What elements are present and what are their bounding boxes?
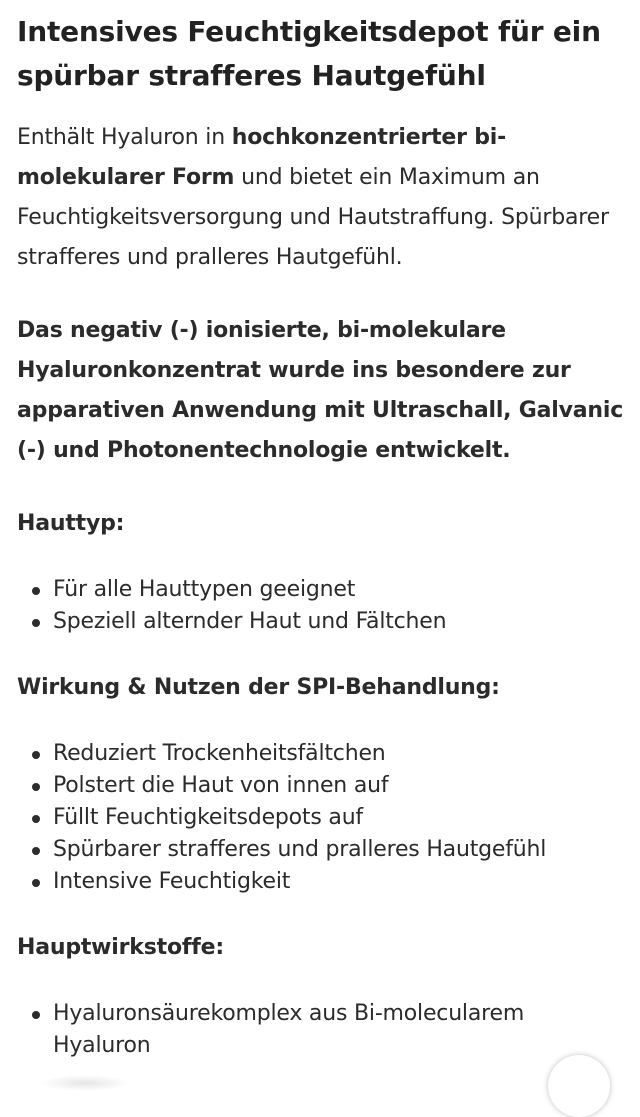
- section-title-wirkstoffe: Hauptwirkstoffe:: [17, 935, 224, 960]
- list-item: Spürbarer strafferes und pralleres Hautgefühl: [53, 834, 627, 866]
- product-description: [17, 10, 627, 1062]
- section-title-wirkung: Wirkung & Nutzen der SPI-Behandlung:: [17, 675, 500, 700]
- scroll-shadow: [40, 1075, 130, 1091]
- list-item: Speziell alternder Haut und Fältchen: [53, 606, 627, 638]
- floating-action-button[interactable]: [548, 1055, 610, 1117]
- list-item: Reduziert Trockenheitsfältchen: [53, 738, 627, 770]
- intro-paragraph: [17, 118, 627, 278]
- list-wirkstoffe: [17, 998, 627, 1062]
- list-item: Füllt Feuchtigkeitsdepots auf: [53, 802, 627, 834]
- list-wirkung: [17, 738, 627, 898]
- intro-text-bold: hochkonzentrierter bi-molekularer Form: [17, 125, 507, 190]
- list-hauttyp: [17, 574, 627, 638]
- list-item: Polstert die Haut von innen auf: [53, 770, 627, 802]
- page-title: Intensives Feuchtigkeitsdepot für ein spürbar strafferes Hautgefühl: [17, 15, 601, 92]
- list-item: Für alle Hauttypen geeignet: [53, 574, 627, 606]
- section-title-hauttyp: Hauttyp:: [17, 511, 125, 536]
- intro-text-end: und bietet ein Maximum an Feuchtigkeitsversorgung und Hautstraffung. Spürbarer strafferes und pralleres Hautgefühl.: [17, 165, 609, 270]
- technology-paragraph: Das negativ (-) ionisierte, bi-molekulare Hyaluronkonzentrat wurde ins besondere zur apparativen Anwendung mit Ultraschall, Galvanic (-) und Photonentechnologie entwickelt.: [17, 318, 624, 463]
- list-item: Intensive Feuchtigkeit: [53, 866, 627, 898]
- intro-text-start: Enthält Hyaluron in: [17, 125, 232, 150]
- list-item: Hyaluronsäurekomplex aus Bi-molecularem Hyaluron: [53, 998, 627, 1062]
